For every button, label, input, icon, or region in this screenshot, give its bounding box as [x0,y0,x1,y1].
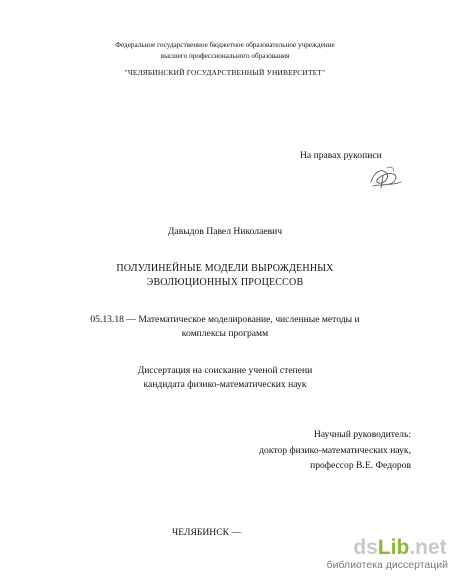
university-name: "ЧЕЛЯБИНСКИЙ ГОСУДАРСТВЕННЫЙ УНИВЕРСИТЕТ" [124,68,326,77]
manuscript-note: На правах рукописи [300,150,382,161]
specialty-line-2: комплексы программ [181,328,269,339]
watermark-logo[interactable] [351,537,449,559]
watermark-ds: ds [353,536,378,559]
watermark-lib: Lib [377,536,410,559]
advisor-degree: доктор физико-математических наук, [259,445,411,456]
title-line-1: ПОЛУЛИНЕЙНЫЕ МОДЕЛИ ВЫРОЖДЕННЫХ [116,263,334,274]
header-line-1: Федеральное государственное бюджетное образовательное учреждение [115,41,335,49]
signature [365,162,405,192]
city-year: ЧЕЛЯБИНСК — [172,527,242,538]
title-line-2: ЭВОЛЮЦИОННЫХ ПРОЦЕССОВ [146,277,304,288]
advisor-label: Научный руководитель: [313,429,411,440]
specialty-line-1: 05.13.18 — Математическое моделирование, численные методы и [90,314,360,325]
header-line-2: высшего профессионального образования [160,52,290,60]
watermark-brand [351,537,449,559]
author-name: Давыдов Павел Николаевич [167,226,283,237]
degree-line-2: кандидата физико-математических наук [143,379,307,390]
degree-line-1: Диссертация на соискание ученой степени [137,365,313,376]
advisor-name: профессор В.Е. Федоров [310,460,411,471]
watermark-net: .net [409,536,447,559]
watermark-tagline: библиотека диссертаций [326,559,448,571]
